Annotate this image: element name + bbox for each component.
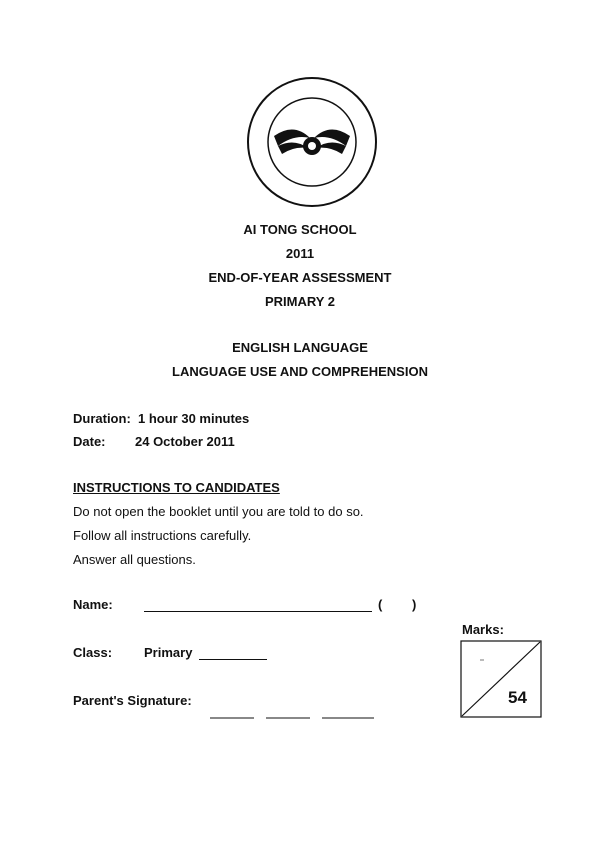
class-prefix: Primary [144,645,193,660]
school-logo [244,74,380,210]
date-value: 24 October 2011 [135,434,235,449]
instructions-heading: INSTRUCTIONS TO CANDIDATES [73,480,280,495]
marks-total: 54 [508,688,527,707]
instruction-item: Do not open the booklet until you are told to do so. [73,504,364,519]
marks-box [460,640,542,718]
exam-year: 2011 [285,246,315,261]
instruction-item: Follow all instructions carefully. [73,528,252,543]
register-number-close: ) [412,597,417,612]
duration-value: 1 hour 30 minutes [138,411,250,426]
class-label: Class: [73,645,113,660]
assessment-title: END-OF-YEAR ASSESSMENT [208,270,392,285]
duration-label: Duration: [73,411,131,426]
subject-name: ENGLISH LANGUAGE [232,340,368,355]
name-label: Name: [73,597,113,612]
marks-label: Marks: [462,622,504,637]
name-field[interactable] [144,611,372,612]
signature-label: Parent's Signature: [73,693,192,708]
school-name: AI TONG SCHOOL [243,222,357,237]
paper-name: LANGUAGE USE AND COMPREHENSION [172,364,428,379]
level-title: PRIMARY 2 [264,294,336,309]
register-number-open: ( [378,597,383,612]
signature-field[interactable] [210,706,374,708]
class-field[interactable] [199,659,267,660]
instruction-item: Answer all questions. [73,552,196,567]
date-label: Date: [73,434,106,449]
